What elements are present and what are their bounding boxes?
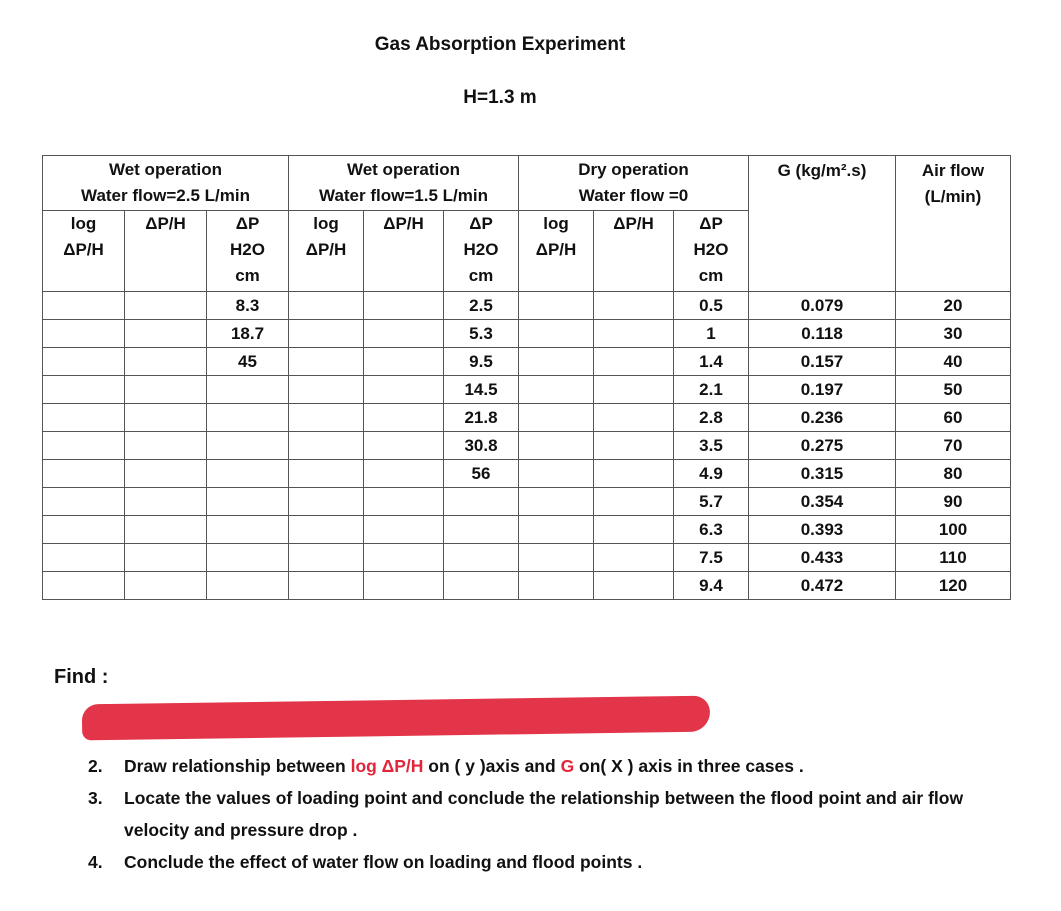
cell-dph-wet25: [125, 432, 207, 460]
cell-dph-dry: [594, 544, 674, 572]
cell-dp-wet25: [207, 460, 289, 488]
table-row: [43, 404, 1011, 432]
cell-dph-dry: [594, 572, 674, 600]
cell-dp-wet15: [444, 516, 519, 544]
table-group-header-row: [43, 156, 1011, 211]
cell-dp-wet15: [444, 488, 519, 516]
subheader-dp-unit: cm: [698, 266, 724, 285]
cell-air-flow: 40: [896, 348, 1011, 376]
cell-dph-wet15: [364, 544, 444, 572]
cell-dp-dry: 1: [674, 320, 749, 348]
cell-log-dph-wet15: [289, 516, 364, 544]
cell-dph-wet25: [125, 544, 207, 572]
cell-dp-wet25: 45: [207, 348, 289, 376]
cell-dp-wet25: [207, 404, 289, 432]
group-header-line1: Dry operation: [578, 160, 689, 179]
subheader-log-dph: [289, 211, 364, 292]
subheader-log-line1: log: [543, 214, 569, 233]
task-number: 2.: [88, 756, 103, 776]
cell-dp-wet25: [207, 488, 289, 516]
air-flow-header-line2: (L/min): [924, 187, 982, 206]
cell-g: 0.197: [749, 376, 896, 404]
cell-dph-wet15: [364, 404, 444, 432]
subheader-log-line1: log: [70, 214, 97, 233]
subheader-dp: [674, 211, 749, 292]
cell-log-dph-wet25: [43, 320, 125, 348]
cell-dp-wet25: [207, 544, 289, 572]
cell-log-dph-wet25: [43, 516, 125, 544]
cell-dph-wet15: [364, 460, 444, 488]
subheader-log-line2: ΔP/H: [63, 240, 104, 259]
subheader-dph-label: ΔP/H: [383, 214, 424, 233]
cell-dp-dry: 2.1: [674, 376, 749, 404]
cell-dph-dry: [594, 404, 674, 432]
subheader-dph: [125, 211, 207, 292]
table-row: [43, 488, 1011, 516]
cell-air-flow: 70: [896, 432, 1011, 460]
subheader-dp-line1: ΔP: [235, 214, 260, 233]
task-item-3: [88, 782, 964, 846]
cell-dph-wet25: [125, 488, 207, 516]
cell-log-dph-wet15: [289, 376, 364, 404]
cell-log-dph-wet25: [43, 404, 125, 432]
cell-dph-wet25: [125, 516, 207, 544]
cell-g: 0.157: [749, 348, 896, 376]
task-text-highlight-log: log ΔP/H: [350, 756, 424, 776]
subheader-dph-label: ΔP/H: [613, 214, 654, 233]
find-label: Find :: [54, 666, 109, 688]
cell-dp-wet15: [444, 572, 519, 600]
cell-dph-dry: [594, 432, 674, 460]
cell-log-dph-dry: [519, 348, 594, 376]
task-list: [88, 750, 964, 878]
subheader-dp: [207, 211, 289, 292]
cell-log-dph-wet25: [43, 376, 125, 404]
cell-air-flow: 120: [896, 572, 1011, 600]
cell-dp-dry: 5.7: [674, 488, 749, 516]
group-header-wet-2-5: [43, 156, 289, 211]
g-header: [749, 156, 896, 292]
table-row: [43, 320, 1011, 348]
cell-log-dph-wet15: [289, 404, 364, 432]
cell-log-dph-wet25: [43, 292, 125, 320]
cell-dp-wet25: 8.3: [207, 292, 289, 320]
cell-dph-wet25: [125, 376, 207, 404]
table-row: [43, 376, 1011, 404]
cell-dp-wet15: [444, 544, 519, 572]
cell-dp-dry: 2.8: [674, 404, 749, 432]
task-item-2: [88, 750, 964, 782]
cell-air-flow: 110: [896, 544, 1011, 572]
cell-log-dph-wet15: [289, 544, 364, 572]
subheader-log-dph: [519, 211, 594, 292]
subheader-dph-label: ΔP/H: [145, 214, 186, 233]
cell-dph-wet15: [364, 376, 444, 404]
cell-log-dph-wet25: [43, 572, 125, 600]
cell-log-dph-wet25: [43, 348, 125, 376]
group-header-dry: [519, 156, 749, 211]
subheader-dph: [364, 211, 444, 292]
cell-dp-wet25: 18.7: [207, 320, 289, 348]
cell-dph-dry: [594, 376, 674, 404]
cell-dph-wet15: [364, 572, 444, 600]
cell-dph-wet25: [125, 292, 207, 320]
cell-g: 0.275: [749, 432, 896, 460]
subheader-log-dph: [43, 211, 125, 292]
cell-log-dph-wet15: [289, 572, 364, 600]
cell-dp-dry: 0.5: [674, 292, 749, 320]
task-item-4: [88, 846, 964, 878]
task-text: Conclude the effect of water flow on loading and flood points .: [124, 852, 643, 872]
cell-g: 0.354: [749, 488, 896, 516]
cell-dp-wet15: 14.5: [444, 376, 519, 404]
task-text-highlight-g: G: [560, 756, 575, 776]
cell-log-dph-dry: [519, 544, 594, 572]
cell-air-flow: 60: [896, 404, 1011, 432]
cell-dph-dry: [594, 292, 674, 320]
cell-air-flow: 20: [896, 292, 1011, 320]
cell-dp-dry: 3.5: [674, 432, 749, 460]
cell-log-dph-dry: [519, 460, 594, 488]
cell-dph-wet25: [125, 320, 207, 348]
cell-dph-wet25: [125, 348, 207, 376]
cell-log-dph-dry: [519, 516, 594, 544]
task-number: 3.: [88, 788, 103, 808]
cell-air-flow: 30: [896, 320, 1011, 348]
cell-dp-dry: 4.9: [674, 460, 749, 488]
group-header-line1: Wet operation: [346, 160, 461, 179]
cell-dp-wet15: 30.8: [444, 432, 519, 460]
table-row: [43, 348, 1011, 376]
cell-log-dph-dry: [519, 572, 594, 600]
cell-air-flow: 80: [896, 460, 1011, 488]
cell-g: 0.079: [749, 292, 896, 320]
cell-dph-wet15: [364, 320, 444, 348]
cell-dph-dry: [594, 320, 674, 348]
cell-dph-wet15: [364, 432, 444, 460]
subheader-dp-line2: H2O: [463, 240, 499, 259]
cell-log-dph-dry: [519, 488, 594, 516]
task-text-pre: Draw relationship between: [124, 756, 351, 776]
cell-dph-dry: [594, 460, 674, 488]
air-flow-header-line1: Air flow: [921, 161, 985, 180]
cell-log-dph-wet15: [289, 432, 364, 460]
cell-dp-wet15: 9.5: [444, 348, 519, 376]
cell-dp-dry: 9.4: [674, 572, 749, 600]
cell-dp-dry: 7.5: [674, 544, 749, 572]
cell-g: 0.433: [749, 544, 896, 572]
subheader-dp-line1: ΔP: [469, 214, 493, 233]
cell-log-dph-dry: [519, 320, 594, 348]
g-header-label: G (kg/m².s): [777, 161, 867, 180]
data-table: [42, 155, 1011, 600]
subheader-log-line2: ΔP/H: [305, 240, 347, 259]
cell-log-dph-wet25: [43, 544, 125, 572]
subheader-log-line1: log: [313, 214, 339, 233]
task-text-post: on( X ) axis in three cases .: [574, 756, 804, 776]
group-header-line2: Water flow=2.5 L/min: [81, 186, 250, 205]
cell-g: 0.472: [749, 572, 896, 600]
cell-dp-wet15: 2.5: [444, 292, 519, 320]
cell-log-dph-wet25: [43, 488, 125, 516]
table-row: [43, 432, 1011, 460]
table-row: [43, 516, 1011, 544]
cell-dp-wet25: [207, 572, 289, 600]
cell-air-flow: 90: [896, 488, 1011, 516]
cell-log-dph-wet25: [43, 432, 125, 460]
subheader-dp-line2: H2O: [693, 240, 729, 259]
group-header-line2: Water flow =0: [578, 186, 689, 205]
group-header-line2: Water flow=1.5 L/min: [319, 186, 488, 205]
cell-dph-dry: [594, 348, 674, 376]
cell-air-flow: 100: [896, 516, 1011, 544]
cell-log-dph-wet15: [289, 348, 364, 376]
subheader-dp-unit: cm: [468, 266, 494, 285]
cell-log-dph-dry: [519, 432, 594, 460]
page-title: Gas Absorption Experiment: [374, 34, 626, 55]
cell-log-dph-wet15: [289, 488, 364, 516]
subheader-dp: [444, 211, 519, 292]
page-subtitle: H=1.3 m: [463, 87, 537, 108]
cell-dp-dry: 6.3: [674, 516, 749, 544]
cell-dp-wet25: [207, 432, 289, 460]
cell-log-dph-dry: [519, 376, 594, 404]
cell-g: 0.393: [749, 516, 896, 544]
table-row: [43, 292, 1011, 320]
cell-dp-wet15: 21.8: [444, 404, 519, 432]
task-text: Locate the values of loading point and conclude the relationship between the flood point and air flow velocity and pressure drop .: [124, 788, 964, 840]
subheader-dph: [594, 211, 674, 292]
cell-dph-wet15: [364, 516, 444, 544]
task-number: 4.: [88, 852, 103, 872]
cell-dp-wet25: [207, 376, 289, 404]
cell-log-dph-dry: [519, 404, 594, 432]
cell-air-flow: 50: [896, 376, 1011, 404]
cell-dp-wet15: 56: [444, 460, 519, 488]
air-flow-header: [896, 156, 1011, 292]
table-row: [43, 460, 1011, 488]
cell-g: 0.236: [749, 404, 896, 432]
cell-dph-wet15: [364, 488, 444, 516]
cell-log-dph-dry: [519, 292, 594, 320]
cell-g: 0.315: [749, 460, 896, 488]
cell-dp-wet25: [207, 516, 289, 544]
cell-log-dph-wet15: [289, 460, 364, 488]
subheader-dp-line1: ΔP: [699, 214, 723, 233]
cell-log-dph-wet25: [43, 460, 125, 488]
table-row: [43, 572, 1011, 600]
cell-dph-dry: [594, 488, 674, 516]
task-text-mid: on ( y )axis and: [423, 756, 561, 776]
cell-dph-wet25: [125, 460, 207, 488]
subheader-log-line2: ΔP/H: [535, 240, 577, 259]
group-header-line1: Wet operation: [108, 160, 223, 179]
cell-dp-dry: 1.4: [674, 348, 749, 376]
cell-log-dph-wet15: [289, 320, 364, 348]
cell-dph-wet15: [364, 348, 444, 376]
cell-log-dph-wet15: [289, 292, 364, 320]
cell-g: 0.118: [749, 320, 896, 348]
table-row: [43, 544, 1011, 572]
cell-dph-dry: [594, 516, 674, 544]
cell-dp-wet15: 5.3: [444, 320, 519, 348]
subheader-dp-line2: H2O: [230, 240, 265, 259]
subheader-dp-unit: cm: [235, 266, 260, 285]
cell-dph-wet25: [125, 572, 207, 600]
group-header-wet-1-5: [289, 156, 519, 211]
cell-dph-wet15: [364, 292, 444, 320]
cell-dph-wet25: [125, 404, 207, 432]
redaction-mark: [82, 696, 710, 741]
